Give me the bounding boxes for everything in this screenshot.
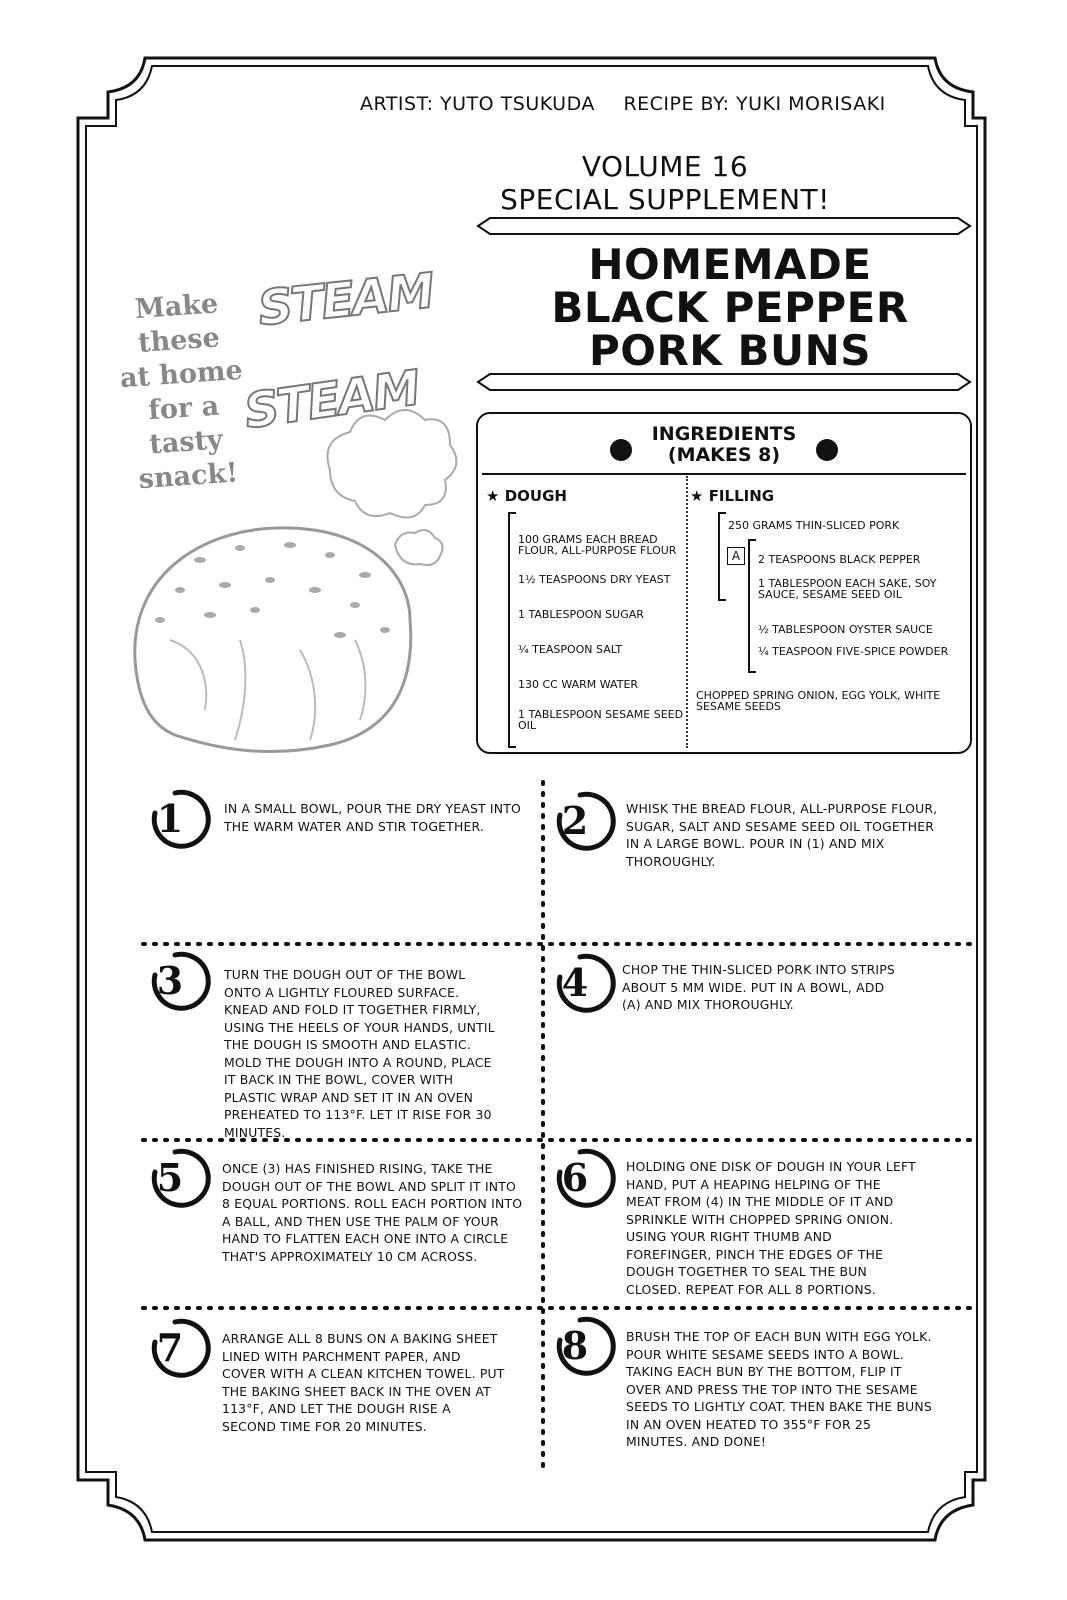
tagline — [108, 286, 257, 499]
filling-label: FILLING — [708, 487, 775, 505]
filling-bracket — [718, 512, 726, 601]
divider — [482, 473, 966, 475]
step-text: HOLDING ONE DISK OF DOUGH IN YOUR LEFT HAND, PUT A HEAPING HELPING OF THE MEAT FROM (4) IN THE MIDDLE OF IT AND SPRINKLE WITH CHOPPED SPRING ONION. USING YOUR RIGHT THUMB AND FOREFINGER, PINCH THE EDGES OF THE DOUGH TOGETHER TO SEAL THE BUN CLOSED. REPEAT FOR ALL 8 PORTIONS. — [626, 1159, 916, 1297]
recipe-title — [520, 240, 940, 375]
title-line-3: PORK BUNS — [588, 326, 871, 375]
filling-heading — [690, 487, 774, 505]
mix-a-badge: A — [727, 547, 745, 565]
filling-a-item: ½ TABLESPOON OYSTER SAUCE — [758, 623, 933, 636]
steam-sfx-2: STEAM — [240, 360, 423, 440]
dough-item: 1½ TEASPOONS DRY YEAST — [518, 573, 671, 586]
step-number: 7 — [156, 1325, 184, 1370]
supplement-label: SPECIAL SUPPLEMENT! — [500, 183, 830, 216]
tagline-line: Make — [133, 288, 220, 326]
star-icon: ★ — [690, 487, 704, 505]
supplement-heading — [480, 150, 850, 216]
credits — [360, 93, 960, 115]
recipe-credit: RECIPE BY: YUKI MORISAKI — [623, 93, 886, 115]
step-text: CHOP THE THIN-SLICED PORK INTO STRIPS ABOUT 5 MM WIDE. PUT IN A BOWL, ADD (A) AND MIX THOROUGHLY. — [622, 962, 895, 1012]
step-number: 5 — [156, 1155, 184, 1200]
filling-a-item: 2 TEASPOONS BLACK PEPPER — [758, 553, 921, 566]
filling-pork: 250 GRAMS THIN-SLICED PORK — [728, 519, 900, 532]
step-text: TURN THE DOUGH OUT OF THE BOWL ONTO A LIGHTLY FLOURED SURFACE. KNEAD AND FOLD IT TOGETHER FIRMLY, USING THE HEELS OF YOUR HANDS, UNTIL THE DOUGH IS SMOOTH AND ELASTIC. MOLD THE DOUGH INTO A ROUND, PLACE IT BACK IN THE BOWL, COVER WITH PLASTIC WRAP AND SET IT IN AN OVEN PREHEATED TO 113°F. LET IT RISE FOR 30 MINUTES. — [224, 967, 495, 1140]
dough-heading — [486, 487, 567, 505]
ingredients-yield: (MAKES 8) — [667, 444, 781, 466]
dough-bracket — [508, 512, 516, 748]
ingredients-title: INGREDIENTS — [651, 423, 797, 445]
volume-label: VOLUME 16 — [581, 150, 749, 183]
filling-a-item: 1 TABLESPOON EACH SAKE, SOY SAUCE, SESAME SEED OIL — [758, 577, 937, 601]
tagline-line: these — [137, 322, 221, 359]
artist-credit: ARTIST: YUTO TSUKUDA — [360, 93, 595, 115]
step-text: ARRANGE ALL 8 BUNS ON A BAKING SHEET LINED WITH PARCHMENT PAPER, AND COVER WITH A CLEAN KITCHEN TOWEL. PUT THE BAKING SHEET BACK IN THE OVEN AT 113°F, AND LET THE DOUGH RISE A SECOND TIME FOR 20 MINUTES. — [222, 1331, 505, 1434]
dough-item: 100 GRAMS EACH BREAD FLOUR, ALL-PURPOSE FLOUR — [518, 533, 677, 557]
steam-sfx-1: STEAM — [255, 263, 436, 337]
step-number: 1 — [156, 796, 184, 841]
step-number: 4 — [561, 960, 589, 1005]
mix-a-bracket — [748, 539, 756, 673]
dough-item: 130 CC WARM WATER — [518, 678, 639, 691]
step-number: 6 — [561, 1155, 589, 1200]
ingredients-box — [476, 412, 972, 754]
step-number: 8 — [561, 1323, 589, 1368]
filling-a-item: ¼ TEASPOON FIVE-SPICE POWDER — [758, 645, 949, 658]
dough-item: 1 TABLESPOON SESAME SEED OIL — [518, 708, 684, 732]
step-number: 3 — [156, 958, 184, 1003]
tagline-line: tasty — [148, 424, 224, 461]
step-text: WHISK THE BREAD FLOUR, ALL-PURPOSE FLOUR, SUGAR, SALT AND SESAME SEED OIL TOGETHER IN A LARGE BOWL. POUR IN (1) AND MIX THOROUGHLY. — [626, 801, 938, 869]
ingredients-heading — [478, 424, 970, 466]
tagline-line: at home — [118, 354, 244, 395]
dough-item: ¼ TEASPOON SALT — [518, 643, 623, 656]
filling-garnish: CHOPPED SPRING ONION, EGG YOLK, WHITE SESAME SEEDS — [696, 689, 941, 713]
step-number: 2 — [561, 798, 589, 843]
pork-bun-illustration — [135, 528, 411, 752]
title-line-2: BLACK PEPPER — [551, 283, 909, 332]
tagline-line: for a — [147, 390, 221, 427]
step-text: BRUSH THE TOP OF EACH BUN WITH EGG YOLK. POUR WHITE SESAME SEEDS INTO A BOWL. TAKING EACH BUN BY THE BOTTOM, FLIP IT OVER AND PRESS THE TOP INTO THE SESAME SEEDS TO LIGHTLY COAT. THEN BAKE THE BUNS IN AN OVEN HEATED TO 355°F FOR 25 MINUTES. AND DONE! — [626, 1329, 932, 1449]
step-text: ONCE (3) HAS FINISHED RISING, TAKE THE DOUGH OUT OF THE BOWL AND SPLIT IT INTO 8 EQUAL PORTIONS. ROLL EACH PORTION INTO A BALL, AND THEN USE THE PALM OF YOUR HAND TO FLATTEN EACH ONE INTO A CIRCLE THAT'S APPROXIMATELY 10 CM ACROSS. — [222, 1161, 523, 1264]
star-icon: ★ — [486, 487, 500, 505]
step-text: IN A SMALL BOWL, POUR THE DRY YEAST INTO THE WARM WATER AND STIR TOGETHER. — [224, 801, 521, 834]
dough-label: DOUGH — [504, 487, 567, 505]
title-line-1: HOMEMADE — [588, 240, 872, 289]
tagline-line: snack! — [137, 457, 240, 496]
dough-item: 1 TABLESPOON SUGAR — [518, 608, 644, 621]
